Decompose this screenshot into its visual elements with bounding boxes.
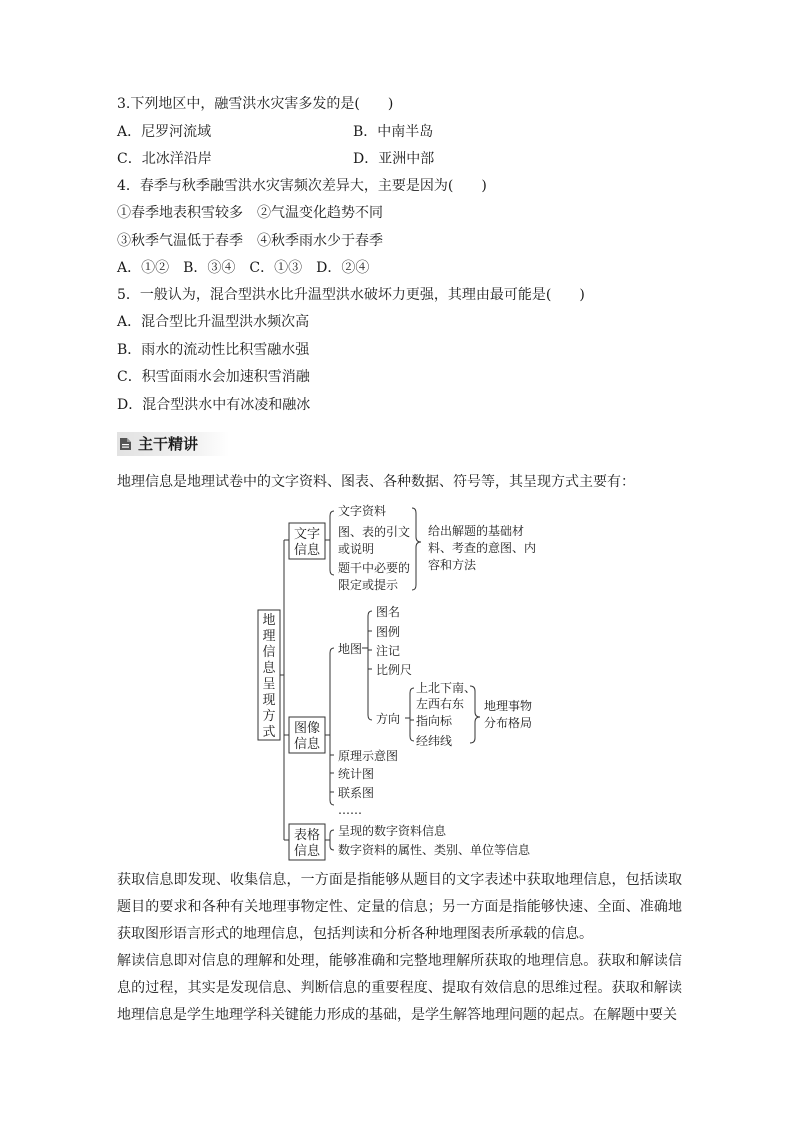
root-char: 现 xyxy=(262,693,276,708)
question-3-option-d: D．亚洲中部 xyxy=(353,151,435,167)
section-title: 主干精讲 xyxy=(138,435,199,453)
map-label: 地图 xyxy=(338,642,363,656)
image-other-item: …… xyxy=(338,803,362,817)
root-char: 地 xyxy=(262,613,276,628)
map-item: 图例 xyxy=(376,625,401,639)
question-5-option-d: D．混合型洪水中有冰凌和融冰 xyxy=(117,397,311,413)
table-info-label: 表格 xyxy=(293,828,321,843)
text-info-item: 文字资料 xyxy=(338,504,387,518)
question-4-options: A．①② B．③④ C．①③ D．②④ xyxy=(117,260,370,276)
question-4-statements-2: ③秋季气温低于春季 ④秋季雨水少于春季 xyxy=(117,233,383,249)
map-item: 图名 xyxy=(376,605,401,619)
root-char: 呈 xyxy=(262,677,276,692)
intro-text: 地理信息是地理试卷中的文字资料、图表、各种数据、符号等，其呈现方式主要有： xyxy=(117,474,635,490)
question-4-stem: 4．春季与秋季融雪洪水灾害频次差异大，主要是因为( ) xyxy=(117,178,487,194)
direction-item: 左西右东 xyxy=(416,697,465,711)
text-info-item: 题干中必要的 xyxy=(338,561,411,575)
direction-item: 指向标 xyxy=(416,714,453,728)
direction-item: 经纬线 xyxy=(416,734,453,748)
table-info-label: 信息 xyxy=(293,844,321,859)
image-other-item: 联系图 xyxy=(338,786,375,800)
map-item: 比例尺 xyxy=(376,663,413,677)
map-item: 注记 xyxy=(376,644,401,658)
root-char: 式 xyxy=(262,725,276,740)
question-5-option-c: C．积雪面雨水会加速积雪消融 xyxy=(117,369,310,385)
image-info-label: 图像 xyxy=(293,721,321,736)
text-info-summary: 容和方法 xyxy=(428,558,477,572)
direction-summary: 分布格局 xyxy=(484,716,533,730)
image-other-item: 原理示意图 xyxy=(338,749,399,763)
root-char: 信 xyxy=(262,645,276,660)
question-3-option-a: A．尼罗河流域 xyxy=(117,124,212,140)
text-info-summary: 料、考查的意图、内 xyxy=(428,541,537,555)
paragraph-acquire-info: 获取信息即发现、收集信息，一方面是指能够从题目的文字表述中获取地理信息，包括读取题目的要求和各种有关地理事物定性、定量的信息；另一方面是指能够快速、全面、准确地获取图形语言形式的地理信息，包括判读和分析各种地理图表所承载的信息。 xyxy=(117,872,682,942)
text-info-label: 文字 xyxy=(293,527,321,542)
question-3-option-b: B．中南半岛 xyxy=(353,124,434,140)
root-char: 方 xyxy=(262,709,276,724)
direction-summary: 地理事物 xyxy=(484,699,533,713)
image-other-item: 统计图 xyxy=(338,767,375,781)
image-info-label: 信息 xyxy=(293,737,321,752)
paragraph-interpret-info: 解读信息即对信息的理解和处理，能够准确和完整地理解所获取的地理信息。获取和解读信息的过程，其实是发现信息、判断信息的重要程度、提取有效信息的思维过程。获取和解读地理信息是学生地理学科关键能力形成的基础，是学生解答地理问题的起点。在解题中要关 xyxy=(117,953,682,1023)
question-5-stem: 5．一般认为，混合型洪水比升温型洪水破坏力更强，其理由最可能是( ) xyxy=(117,287,585,303)
question-3-option-c: C．北冰洋沿岸 xyxy=(117,151,212,167)
root-char: 理 xyxy=(262,629,276,644)
table-info-item: 呈现的数字资料信息 xyxy=(338,824,447,838)
question-3-stem: 3.下列地区中，融雪洪水灾害多发的是( ) xyxy=(117,96,394,112)
table-info-item: 数字资料的属性、类别、单位等信息 xyxy=(338,843,531,857)
question-4-statements-1: ①春季地表积雪较多 ②气温变化趋势不同 xyxy=(117,205,383,221)
text-info-item: 或说明 xyxy=(338,542,375,556)
text-info-item: 限定或提示 xyxy=(338,578,399,592)
question-5-option-a: A．混合型比升温型洪水频次高 xyxy=(117,314,310,330)
text-info-label: 信息 xyxy=(293,543,321,558)
text-info-item: 图、表的引文 xyxy=(338,525,411,539)
question-5-option-b: B．雨水的流动性比积雪融水强 xyxy=(117,342,310,358)
direction-item: 上北下南、 xyxy=(416,681,477,695)
direction-label: 方向 xyxy=(376,712,401,726)
text-info-summary: 给出解题的基础材 xyxy=(428,524,525,538)
root-char: 息 xyxy=(262,661,276,676)
